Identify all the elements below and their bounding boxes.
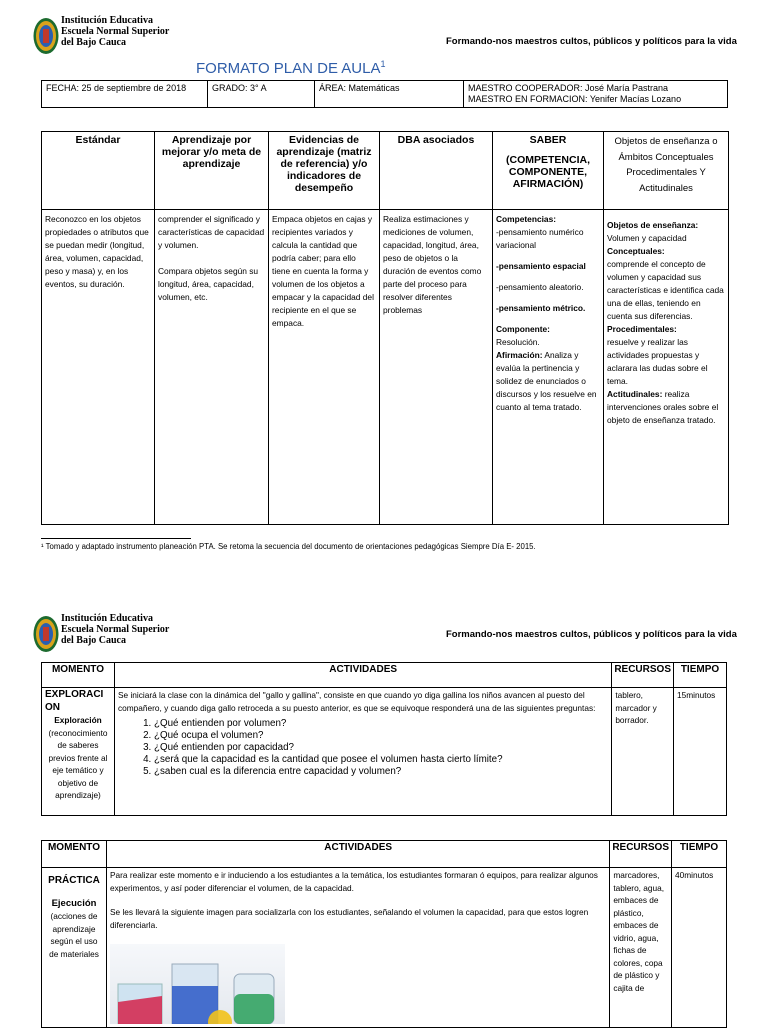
aprendizaje-cell: comprender el significado y características de capacidad y volumen. Compara objetos según su longitud, área, capacidad, volumen, etc. xyxy=(155,210,269,525)
institution-logo xyxy=(33,15,183,61)
page-title: FORMATO PLAN DE AULA$^1$ xyxy=(196,59,386,77)
header-aprendizaje: Aprendizaje por mejorar y/o meta de aprendizaje xyxy=(155,132,269,210)
header-momento: MOMENTO xyxy=(42,841,107,868)
dba-cell: Realiza estimaciones y mediciones de volumen, capacidad, longitud, área, peso de objetos o la duración de eventos como parte del proceso para resolver diferentes problemas xyxy=(380,210,493,525)
header-objetos: Objetos de enseñanza o Ámbitos Conceptuales Procedimentales Y Actitudinales xyxy=(604,132,729,210)
recursos-exploracion: tablero, marcador y borrador. xyxy=(612,688,674,816)
motto: Formando-nos maestros cultos, públicos y políticos para la vida xyxy=(446,36,737,47)
list-item: 4. ¿será que la capacidad es la cantidad que posee el volumen hasta cierto límite? xyxy=(154,754,608,766)
actividad-exploracion: Se iniciará la clase con la dinámica del "gallo y gallina", consiste en que cuando yo diga gallina los niños avancen al puesto del compañero, y cuando diga gallo retroceda a su puesto anterior, es que se equivoque responderá una de las siguientes preguntas: 1. ¿Qué entienden por volumen? 2. ¿Qué ocupa el volumen? 3. ¿Qué entienden por capacidad? 4. ¿será que la capacidad es la cantidad que posee el volumen hasta cierto límite? 5. ¿saben cual es la diferencia entre capacidad y volumen? xyxy=(115,688,612,816)
header-evidencias: Evidencias de aprendizaje (matriz de referencia) y/o indicadores de desempeño xyxy=(269,132,380,210)
list-item: 1. ¿Qué entienden por volumen? xyxy=(154,718,608,730)
header-estandar: Estándar xyxy=(42,132,155,210)
institution-name: Institución Educativa Escuela Normal Superior del Bajo Cauca xyxy=(61,613,170,646)
header-recursos: RECURSOS xyxy=(610,841,672,868)
estandar-cell: Reconozco en los objetos propiedades o atributos que se puedan medir (longitud, área, volumen, capacidad, peso y masa) y, en los eventos, su duración. xyxy=(42,210,155,525)
footnote-divider xyxy=(41,538,191,539)
footnote: ¹ Tomado y adaptado instrumento planeación PTA. Se retoma la secuencia del documento de orientaciones pedagógicas Siempre Día E- 2015. xyxy=(41,542,536,551)
list-item: 3. ¿Qué entienden por capacidad? xyxy=(154,742,608,754)
maestros-cell xyxy=(464,81,728,108)
seal-icon xyxy=(33,17,59,55)
recursos-practica: marcadores, tablero, agua, embaces de plástico, embaces de vidrio, agua, fichas de colores, copa de plástico y cajita de xyxy=(610,868,672,1028)
area-cell: ÁREA: Matemáticas xyxy=(315,81,464,108)
institution-logo-2 xyxy=(33,613,183,659)
questions-list xyxy=(118,718,608,778)
info-table xyxy=(41,80,728,108)
fecha-cell: FECHA: 25 de septiembre de 2018 xyxy=(42,81,208,108)
tiempo-practica: 40minutos xyxy=(672,868,727,1028)
header-momento: MOMENTO xyxy=(42,663,115,688)
standards-table xyxy=(41,131,729,525)
maestro-formacion: MAESTRO EN FORMACION: Yenifer Macías Lozano xyxy=(468,94,682,104)
evidencias-cell: Empaca objetos en cajas y recipientes variados y calcula la cantidad que podría caber; para ello tiene en cuenta la forma y volumen de los objetos a empacar y la capacidad del recipiente en el que se empaca. xyxy=(269,210,380,525)
tiempo-exploracion: 15minutos xyxy=(674,688,727,816)
header-dba: DBA asociados xyxy=(380,132,493,210)
list-item: 2. ¿Qué ocupa el volumen? xyxy=(154,730,608,742)
seal-icon xyxy=(33,615,59,653)
header-tiempo: TIEMPO xyxy=(674,663,727,688)
header-actividades: ACTIVIDADES xyxy=(115,663,612,688)
list-item: 5. ¿saben cual es la diferencia entre capacidad y volumen? xyxy=(154,766,608,778)
exploracion-table xyxy=(41,662,727,816)
maestro-cooperador: MAESTRO COOPERADOR: José María Pastrana xyxy=(468,83,669,93)
motto-2: Formando-nos maestros cultos, públicos y políticos para la vida xyxy=(446,629,737,640)
saber-cell: Competencias: -pensamiento numérico variacional -pensamiento espacial -pensamiento aleatorio. -pensamiento métrico. Componente: Resolución. Afirmación: Analiza y evalúa la pertinencia y solidez de enunciados o discursos y los resuelve en cuanto al tema tratado. xyxy=(493,210,604,525)
header-actividades: ACTIVIDADES xyxy=(107,841,610,868)
header-tiempo: TIEMPO xyxy=(672,841,727,868)
institution-name: Institución Educativa Escuela Normal Superior del Bajo Cauca xyxy=(61,15,170,48)
momento-practica: PRÁCTICA Ejecución (acciones de aprendizaje según el uso de materiales xyxy=(42,868,107,1028)
objetos-cell: Objetos de enseñanza: Volumen y capacidad Conceptuales: comprende el concepto de volumen y capacidad sus características e identifica cada una de ellas, teniendo en cuenta sus diferencias. Procedimentales: resuelve y realizar las actividades propuestas y aclarara las dudas sobre el tema. Actitudinales: realiza intervenciones orales sobre el objeto de enseñanza tratado. xyxy=(604,210,729,525)
header-saber: SABER (COMPETENCIA, COMPONENTE, AFIRMACIÓN) xyxy=(493,132,604,210)
actividad-practica: Para realizar este momento e ir induciendo a los estudiantes a la temática, los estudiantes formaran ó equipos, para realizar algunos experimentos, y así poder diferenciar el volumen, de la capacidad. Se les llevará la siguiente imagen para socializarla con los estudiantes, señalando el volumen la capacidad, para que estos logren diferenciarla. xyxy=(107,868,610,1028)
momento-exploracion: EXPLORACION Exploración (reconocimiento de saberes previos frente al eje temático y objetivo de aprendizaje) xyxy=(42,688,115,816)
header-recursos: RECURSOS xyxy=(612,663,674,688)
grado-cell: GRADO: 3° A xyxy=(208,81,315,108)
volume-capacity-image xyxy=(110,944,285,1024)
